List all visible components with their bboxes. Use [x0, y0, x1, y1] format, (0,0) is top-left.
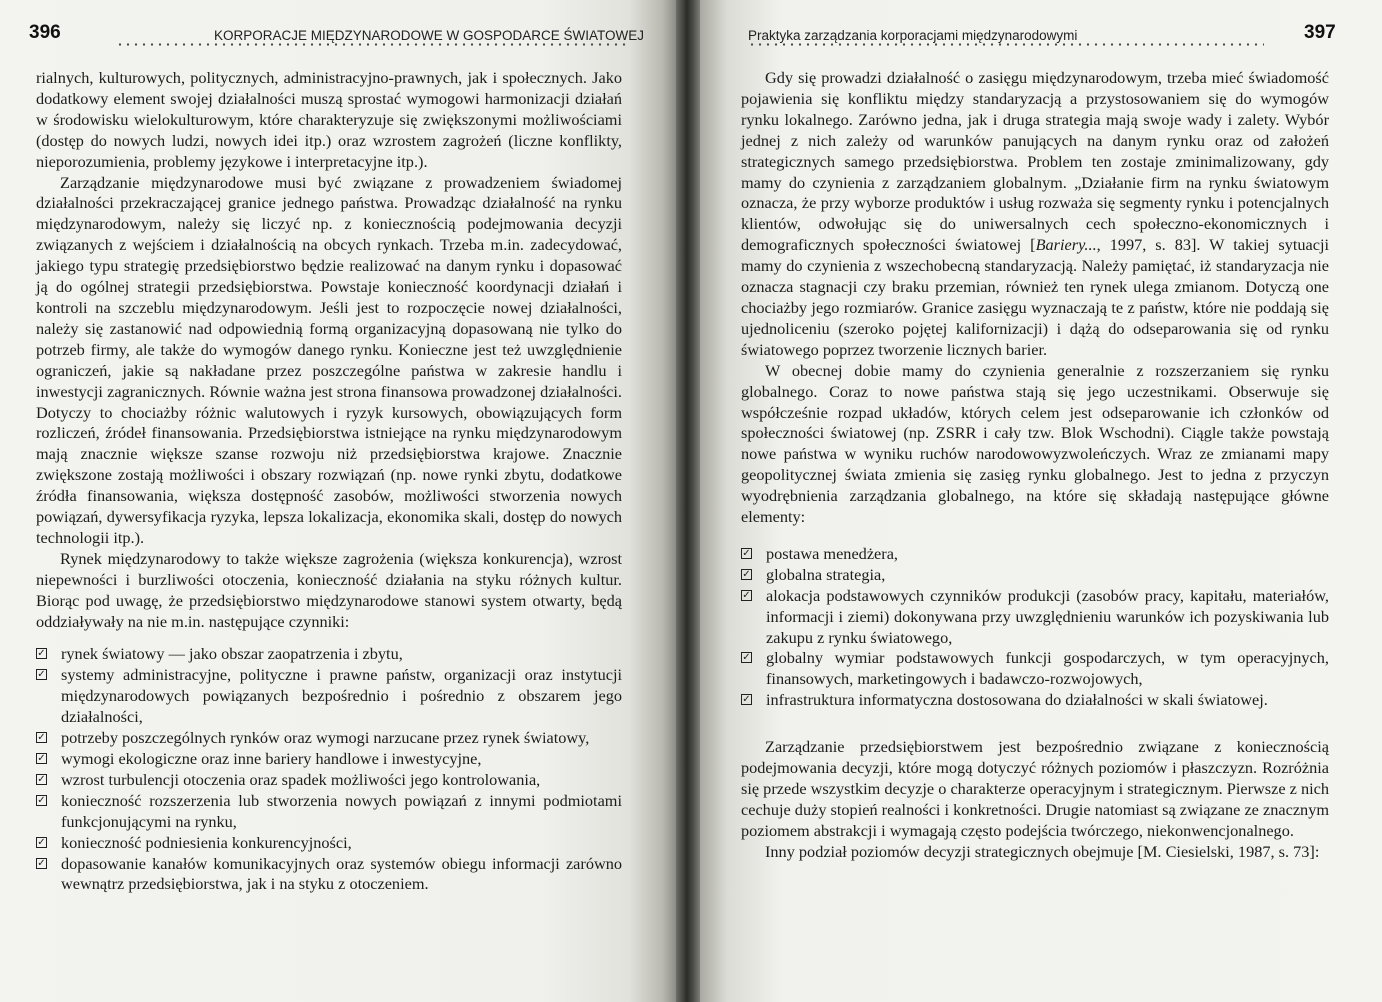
checkbox-icon: ✓: [742, 568, 751, 580]
paragraph: Inny podział poziomów decyzji strategicznych obejmuje [M. Ciesielski, 1987, s. 73]:: [765, 841, 1320, 861]
paragraph: Rynek międzynarodowy to także większe zagrożenia (większa konkurencja), wzrost niepewności i burzliwości otoczenia, konieczność działania na styku różnych kultur. Biorąc pod uwagę, że przedsiębiorstwo międzynarodowe stanowi system otwarty, będą oddziaływały na nie m.in. następujące czynniki:: [36, 548, 622, 631]
global-elements-list: [741, 544, 1329, 711]
checkbox-icon: ✓: [37, 732, 46, 744]
list-item: ✓ postawa menedżera,: [742, 543, 898, 563]
page-number: 396: [29, 22, 61, 43]
checkbox-icon: ✓: [37, 648, 46, 660]
checkbox-icon: ✓: [742, 694, 751, 706]
checkbox-icon: ✓: [37, 753, 46, 764]
list-item: ✓ potrzeby poszczególnych rynków oraz wymogi narzucane przez rynek światowy,: [37, 728, 590, 748]
header-dotted-rule: [116, 43, 626, 46]
list-item: ✓ wzrost turbulencji otoczenia oraz spadek możliwości jego kontrolowania,: [37, 769, 541, 789]
page-number: 397: [1304, 22, 1336, 43]
paragraph: Zarządzanie przedsiębiorstwem jest bezpośrednio związane z koniecznością podejmowania decyzji, które mogą dotyczyć różnych poziomów i płaszczyzn. Rozróżnia się przede wszystkim decyzje o charakterze operacyjnym i strategicznym. Pierwsze z nich cechuje duży stopień realności i konkretności. Drugie natomiast są związane ze znacznym poziomem abstrakcji i wymagają często podejścia twórczego, niekonwencjonalnego.: [741, 737, 1329, 840]
left-page: [0, 0, 676, 1002]
checkbox-icon: ✓: [742, 547, 751, 559]
list-item: ✓ infrastruktura informatyczna dostosowana do działalności w skali światowej.: [742, 690, 1268, 710]
paragraph: rialnych, kulturowych, politycznych, administracyjno-prawnych, jak i społecznych. Jako dodatkowy element swojej działalności muszą sprostać wymogowi harmonizacji działań w środowisku wielokulturowym, które charakteryzuje się zwiększonymi możliwościami (dostęp do nowych ludzi, nowych idei itp.) oraz wzrostem zagrożeń (liczne konflikty, nieporozumienia, problemy językowe i interpretacyjne itp.).: [36, 68, 622, 171]
checkbox-icon: ✓: [37, 857, 46, 869]
paragraph: Zarządzanie międzynarodowe musi być związane z prowadzeniem świadomej działalności przekraczającej granice jednego państwa. Prowadząc działalność na rynku międzynarodowym, należy się liczyć np. z koniecznością podejmowania decyzji związanych z wejściem i działalnością na obcych rynkach. Trzeba m.in. zadecydować, jakiego typu strategię przedsiębiorstwo będzie realizować na danym rynku i dopasować ją do ogólnej strategii przedsiębiorstwa. Powstaje konieczność koordynacji działań i kontroli na szczeblu międzynarodowym. Jeśli jest to rozpoczęcie nowej działalności, należy się zastanowić nad odpowiednią formą organizacyjną dopasowaną nie tylko do potrzeb firmy, ale także do wymogów danego rynku. Konieczne jest też uwzględnienie ograniczeń, jakie są nakładane przez poszczególne państwa w zakresie handlu i inwestycji zagranicznych. Równie ważna jest strona finansowa prowadzonej działalności. Dotyczy to chociażby różnic walutowych i ryzyk kursowych, obowiązujących form rozliczeń, źródeł finansowania. Przedsiębiorstwa istniejące na rynku międzynarodowym mają znacznie większe szanse rozwoju niż przedsiębiorstwa krajowe. Znacznie zwiększone zostają możliwości i obszary rozwiązań (np. nowe rynki zbytu, dodatkowe źródła finansowania, większa dostępność zasobów, możliwości stworzenia nowych powiązań, dywersyfikacja ryzyka, lepsza lokalizacja, ekonomika skali, dostęp do nowych technologii itp.).: [36, 172, 622, 547]
factors-list: [36, 644, 622, 895]
right-page-body: [741, 68, 1329, 863]
list-item: ✓ konieczność rozszerzenia lub stworzenia nowych powiązań z innymi podmiotami funkcjonującymi na rynku,: [37, 790, 622, 831]
checkbox-icon: ✓: [742, 589, 751, 601]
paragraph: W obecnej dobie mamy do czynienia generalnie z rozszerzaniem się rynku globalnego. Coraz to nowe państwa stają się jego uczestnikami. Obserwuje się współcześnie rozpad układów, których celem jest odseparowanie ich członków od społeczności światowej (np. ZSRR i cały tzw. Blok Wschodni). Ciągle także powstają nowe państwa w wyniku ruchów narodowowyzwoleńczych. Wraz ze zmianami mapy geopolitycznej świata zmienia się zasięg rynku globalnego. Jest to jedna z przyczyn wyodrębnienia zarządzania globalnego, na które się składają następujące główne elementy:: [741, 360, 1329, 527]
list-item: ✓ wymogi ekologiczne oraz inne bariery handlowe i inwestycyjne,: [37, 749, 482, 768]
list-item: ✓ rynek światowy — jako obszar zaopatrzenia i zbytu,: [37, 644, 403, 664]
checkbox-icon: ✓: [37, 836, 46, 848]
paragraph: Gdy się prowadzi działalność o zasięgu międzynarodowym, trzeba mieć świadomość pojawienia się konfliktu między standaryzacją a przystosowaniem się do wymogów rynku lokalnego. Zarówno jedna, jak i druga strategia mają swoje wady i zalety. Wybór jednej z nich zależy od warunków panujących na danym rynku oraz od założeń strategicznych samego przedsiębiorstwa. Problem ten zostaje zminimalizowany, gdy mamy do czynienia z zarządzaniem globalnym. „Działanie firm na rynku światowym oznacza, że przy wyborze produktów i usług rozważa się segmenty rynku i potencjalnych klientów, odwołując się do uniwersalnych cech społeczno-ekonomicznych i demograficznych społeczności światowej [Bariery..., 1997, s. 83]. W takiej sytuacji mamy do czynienia z wszechobecną standaryzacją. Należy pamiętać, iż standaryzacja nie oznacza stagnacji czy braku przemian, również ten rynek ulega zmianom. Dotyczą one chociażby jego rozmiarów. Granice zasięgu wyznaczają te z państw, które nie poddają się ujednoliceniu (szeroko pojętej kalifornizacji) i dążą do odseparowania się od rynku światowego poprzez tworzenie licznych barier.: [741, 68, 1330, 359]
right-page: [700, 0, 1382, 1002]
list-item: ✓ konieczność podniesienia konkurencyjności,: [37, 832, 352, 852]
citation-title: Bariery...: [1035, 235, 1097, 255]
checkbox-icon: ✓: [37, 794, 46, 806]
header-dotted-rule: [748, 43, 1264, 46]
list-item: ✓ dopasowanie kanałów komunikacyjnych oraz systemów obiegu informacji zarówno wewnątrz przedsiębiorstwa, jak i na styku z otoczeniem.: [37, 853, 622, 894]
right-page-header: [700, 0, 1382, 60]
running-header-title: Praktyka zarządzania korporacjami międzynarodowymi: [748, 28, 1078, 43]
checkbox-icon: ✓: [37, 669, 46, 681]
checkbox-icon: ✓: [37, 773, 46, 785]
book-spine-gutter: [676, 0, 700, 1002]
list-item: ✓ globalna strategia,: [742, 564, 886, 584]
left-page-header: [0, 0, 676, 60]
running-header-title: KORPORACJE MIĘDZYNARODOWE W GOSPODARCE ŚWIATOWEJ: [214, 28, 645, 43]
list-item: ✓ globalny wymiar podstawowych funkcji gospodarczych, w tym operacyjnych, finansowych, marketingowych i badawczo-rozwojowych,: [742, 648, 1329, 689]
list-item: ✓ systemy administracyjne, polityczne i prawne państw, organizacji oraz instytucji międzynarodowych powiązanych bezpośrednio i pośrednio z obszarem jego działalności,: [37, 665, 622, 727]
list-item: ✓ alokacja podstawowych czynników produkcji (zasobów pracy, kapitału, materiałów, informacji i ziemi) dokonywana przy uwzględnieniu warunków ich pozyskiwania lub zakupu z rynku światowego,: [742, 585, 1329, 647]
checkbox-icon: ✓: [742, 652, 751, 664]
left-page-body: [36, 68, 622, 895]
